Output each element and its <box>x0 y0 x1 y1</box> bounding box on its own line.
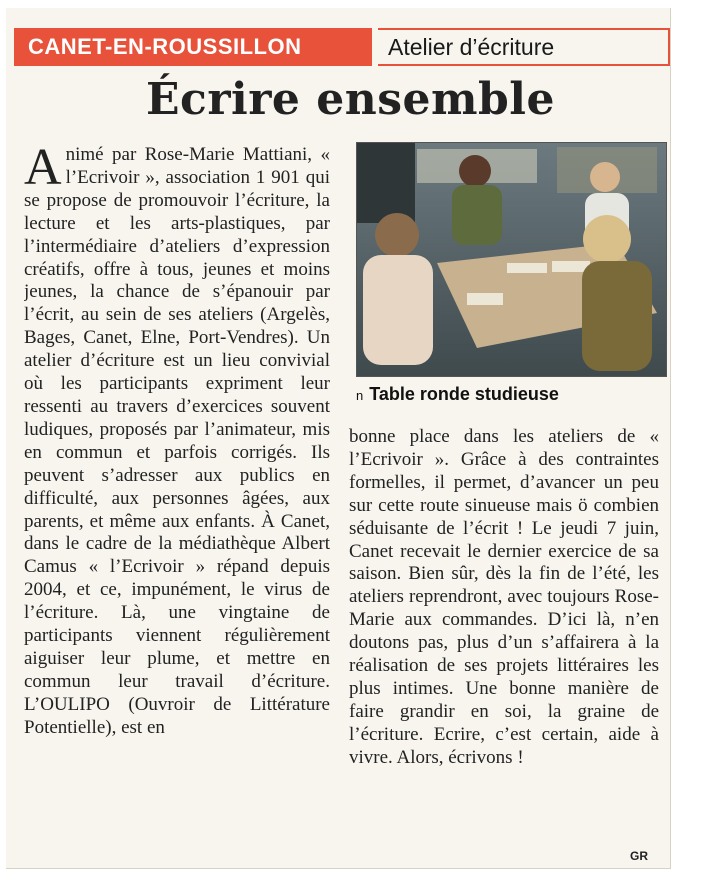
section-label: CANET-EN-ROUSSILLON <box>14 28 372 66</box>
caption-marker: n <box>356 388 364 403</box>
drop-cap: A <box>24 144 62 196</box>
author-signature: GR <box>630 849 648 863</box>
article-column-1 <box>24 144 330 856</box>
article-photo <box>356 142 667 377</box>
column-2-text: bonne place dans les ateliers de « l’Ecrivoir ». Grâce à des contraintes formelles, il permet, d’avancer un peu sur cette route sinueuse mais ö combien séduisante de l’écrit ! Le jeudi 7 juin, Canet recevait le dernier exercice de sa saison. Bien sûr, dès la fin de l’été, les ateliers reprendront, avec toujours Rose-Marie aux commandes. D’ici là, n’en doutons pas, plus d’un s’affairera à la réalisation de ses projets littéraires les plus intimes. Une bonne manière de faire grandir en soi, la graine de l’écriture. Ecrire, c’est certain, aide à vivre. Alors, écrivons ! <box>349 426 659 768</box>
headline: Écrire ensemble <box>146 74 555 125</box>
column-1-text: nimé par Rose-Marie Mattiani, « l’Ecrivoir », association 1 901 qui se propose de promouvoir l’écriture, la lecture et les arts-plastiques, par l’intermédiaire d’ateliers d’expression créatifs, offre à tous, jeunes et moins jeunes, la chance de s’épanouir par l’écrit, au sein de ses ateliers (Argelès, Bages, Canet, Elne, Port-Vendres). Un atelier d’écriture est un lieu convivial où les participants expriment leur ressenti au travers d’exercices souvent ludiques, proposés par l’animateur, mis en commun et parfois corrigés. Ils peuvent s’adresser aux publics en difficulté, aux personnes âgées, aux parents, et même aux enfants. À Canet, dans le cadre de la médiathèque Albert Camus « l’Ecrivoir » répand depuis 2004, et ce, impunément, le virus de l’écriture. Là, une vingtaine de participants viennent régulièrement aiguiser leur plume, et mettre en commun leur travail d’écriture. L’OULIPO (Ouvroir de Littérature Potentielle), est en <box>24 144 330 738</box>
caption-text: Table ronde studieuse <box>369 384 559 404</box>
photo-caption <box>356 384 559 405</box>
article-column-2 <box>349 426 659 846</box>
article-header <box>14 28 670 66</box>
rubric-label: Atelier d’écriture <box>388 34 555 60</box>
classroom-photo-illustration <box>357 143 666 376</box>
